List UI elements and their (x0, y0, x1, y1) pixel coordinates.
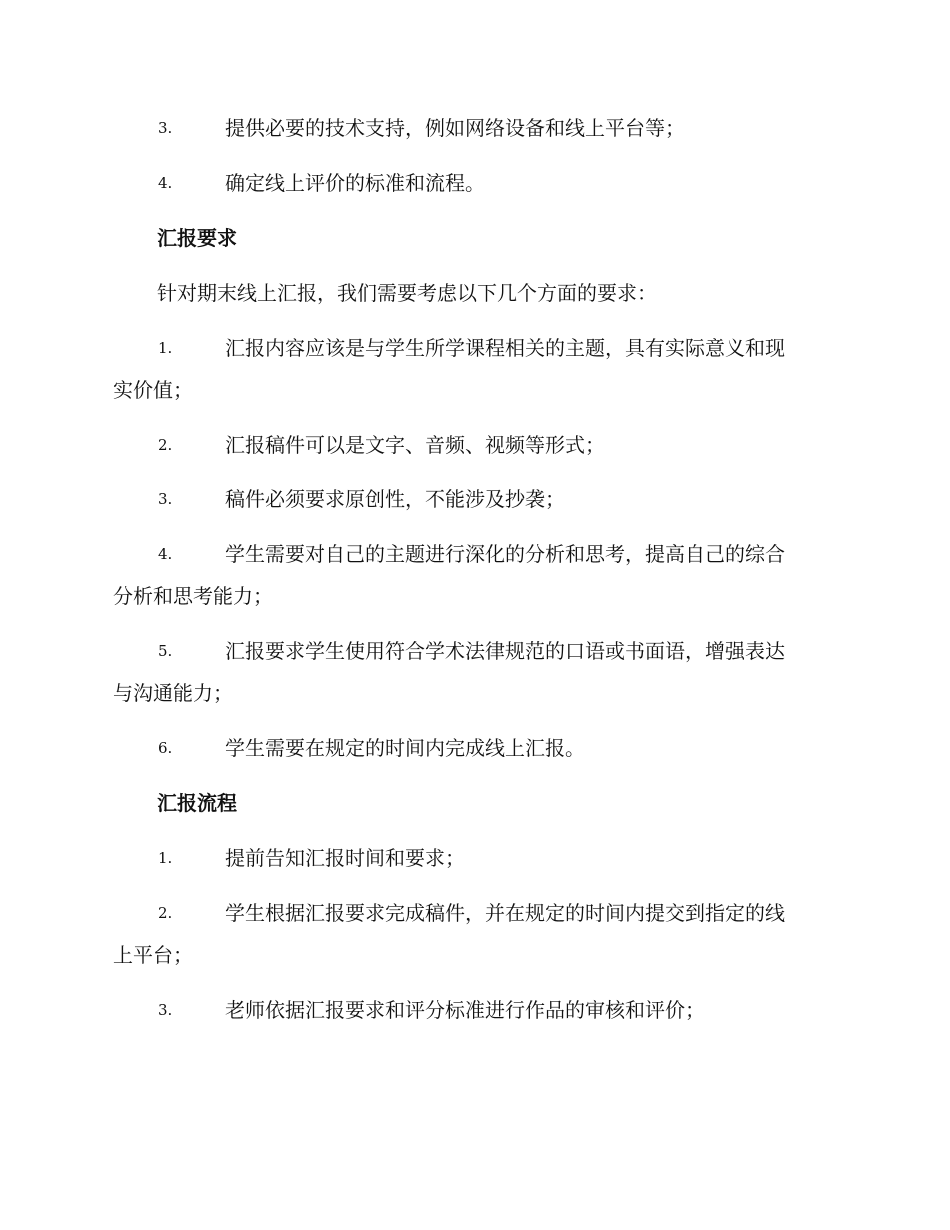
list-item-number: 3. (158, 1001, 173, 1019)
list-item-number: 3. (158, 490, 173, 508)
list-item-text: 提前告知汇报时间和要求； (225, 846, 465, 870)
list-item-number: 1. (158, 849, 173, 867)
list-item-text-continuation: 上平台； (113, 943, 193, 967)
list-item-number: 4. (158, 545, 173, 563)
section-heading-requirements: 汇报要求 (157, 226, 237, 250)
list-item-text-continuation: 实价值； (113, 378, 193, 402)
list-item-text: 汇报内容应该是与学生所学课程相关的主题，具有实际意义和现 (225, 336, 785, 360)
list-item-text: 汇报要求学生使用符合学术法律规范的口语或书面语，增强表达 (225, 639, 785, 663)
section-intro: 针对期末线上汇报，我们需要考虑以下几个方面的要求： (157, 281, 657, 305)
list-item-text: 确定线上评价的标准和流程。 (225, 171, 485, 195)
list-item-text: 学生需要对自己的主题进行深化的分析和思考，提高自己的综合 (225, 542, 785, 566)
list-item-number: 2. (158, 904, 173, 922)
list-item-number: 5. (158, 642, 173, 660)
list-item-text: 提供必要的技术支持，例如网络设备和线上平台等； (225, 116, 685, 140)
list-item-text: 学生需要在规定的时间内完成线上汇报。 (225, 736, 585, 760)
list-item-number: 6. (158, 739, 173, 757)
list-item-text: 学生根据汇报要求完成稿件，并在规定的时间内提交到指定的线 (225, 901, 785, 925)
list-item-text: 汇报稿件可以是文字、音频、视频等形式； (225, 433, 605, 457)
list-item-text: 老师依据汇报要求和评分标准进行作品的审核和评价； (225, 998, 705, 1022)
list-item-text-continuation: 分析和思考能力； (113, 584, 273, 608)
list-item-number: 3. (158, 119, 173, 137)
list-item-number: 4. (158, 174, 173, 192)
list-item-text-continuation: 与沟通能力； (113, 681, 233, 705)
list-item-text: 稿件必须要求原创性，不能涉及抄袭； (225, 487, 565, 511)
section-heading-process: 汇报流程 (157, 791, 237, 815)
list-item-number: 2. (158, 436, 173, 454)
list-item-number: 1. (158, 339, 173, 357)
